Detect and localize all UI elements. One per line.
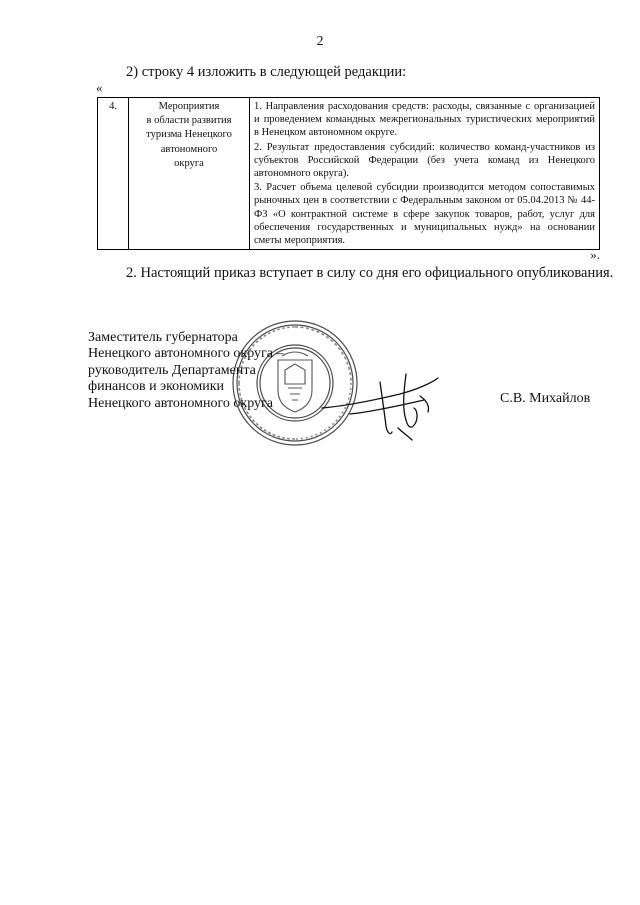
position-line: финансов и экономики [88, 379, 225, 395]
table-row [98, 98, 600, 250]
amended-row-table [97, 97, 600, 250]
handwritten-signature [320, 370, 470, 442]
signatory-name: С.В. Михайлов [500, 391, 591, 406]
page-number: 2 [316, 34, 324, 49]
row-name-line: Мероприятия [158, 101, 220, 112]
row-name-cell [129, 98, 250, 250]
position-line: руководитель Департамента [88, 362, 256, 378]
closing-quote: ». [590, 247, 600, 262]
position-line: Заместитель губернатора [88, 330, 238, 345]
row-number-cell: 4. [98, 98, 129, 250]
row-name-line: туризма Ненецкого [146, 129, 232, 141]
row-name-line: в области развития [146, 115, 232, 127]
row-name-line: автономного [160, 143, 218, 155]
description-item-2: 2. Результат предоставления субсидий: количество команд-участников из субъектов Российской Федерации (без учета команд из Ненецкого автономного округа). [254, 141, 595, 180]
description-item-1: 1. Направления расходования средств: расходы, связанные с организацией и проведением командных межрегиональных туристических мероприятий в Ненецком автономном округе. [254, 101, 595, 139]
amendment-intro: 2) строку 4 изложить в следующей редакции: [126, 64, 407, 80]
signatory-position [88, 330, 283, 412]
position-line: Ненецкого автономного округа [88, 395, 273, 411]
opening-quote: « [96, 80, 103, 95]
position-line: Ненецкого автономного округа – [88, 346, 284, 362]
row-description-cell [250, 98, 600, 250]
clause-2: 2. Настоящий приказ вступает в силу со дня его официального опубликования. [126, 265, 614, 281]
description-item-3: 3. Расчет объема целевой субсидии производится методом сопоставимых рыночных цен в соответствии с Федеральным законом от 05.04.2013 № 44-ФЗ «О контрактной системе в сфере закупок товаров, работ, услуг для обеспечения государственных и муниципальных нужд» на основании сметы мероприятия. [254, 182, 595, 247]
row-name-line: округа [174, 157, 204, 169]
